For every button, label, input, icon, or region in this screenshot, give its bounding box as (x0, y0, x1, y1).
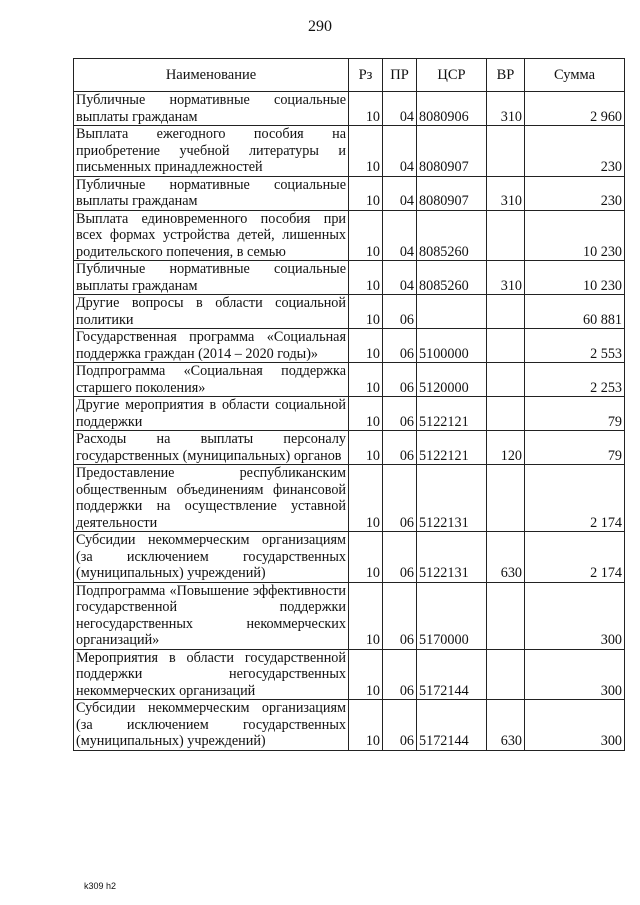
row-vr-cell (487, 363, 525, 397)
table-row (74, 126, 625, 177)
row-csr-cell: 5122131 (417, 532, 487, 583)
row-sum-cell: 300 (525, 649, 625, 700)
row-csr-cell: 8080907 (417, 126, 487, 177)
row-sum-cell: 2 553 (525, 329, 625, 363)
header-pr: ПР (383, 59, 417, 92)
row-sum-cell: 2 253 (525, 363, 625, 397)
row-rz-cell: 10 (349, 329, 383, 363)
table-header-row (74, 59, 625, 92)
row-name-cell: Выплата ежегодного пособия на приобретение учебной литературы и письменных принадлежностей (74, 126, 349, 177)
row-rz-cell: 10 (349, 649, 383, 700)
row-rz-cell: 10 (349, 582, 383, 649)
row-vr-cell: 120 (487, 431, 525, 465)
row-vr-cell: 310 (487, 92, 525, 126)
row-name-cell: Субсидии некоммерческим организациям (за исключением государственных (муниципальных) учреждений) (74, 532, 349, 583)
row-name-cell: Подпрограмма «Повышение эффективности государственной поддержки негосударственных некоммерческих организаций» (74, 582, 349, 649)
row-sum-cell: 2 960 (525, 92, 625, 126)
row-csr-cell: 5122121 (417, 397, 487, 431)
row-name-cell: Публичные нормативные социальные выплаты гражданам (74, 176, 349, 210)
budget-table (73, 58, 625, 751)
row-pr-cell: 04 (383, 261, 417, 295)
row-pr-cell: 06 (383, 649, 417, 700)
row-rz-cell: 10 (349, 363, 383, 397)
row-vr-cell (487, 397, 525, 431)
table-row (74, 397, 625, 431)
row-pr-cell: 04 (383, 210, 417, 261)
page-number: 290 (308, 18, 332, 35)
table-row (74, 465, 625, 532)
row-vr-cell (487, 649, 525, 700)
row-pr-cell: 06 (383, 295, 417, 329)
row-pr-cell: 06 (383, 397, 417, 431)
row-sum-cell: 230 (525, 176, 625, 210)
row-pr-cell: 06 (383, 465, 417, 532)
row-csr-cell: 8080907 (417, 176, 487, 210)
row-vr-cell: 630 (487, 700, 525, 751)
row-sum-cell: 79 (525, 431, 625, 465)
row-vr-cell: 310 (487, 261, 525, 295)
row-pr-cell: 04 (383, 126, 417, 177)
row-vr-cell (487, 295, 525, 329)
row-name-cell: Подпрограмма «Социальная поддержка старшего поколения» (74, 363, 349, 397)
table-row (74, 582, 625, 649)
row-name-cell: Предоставление республиканским общественным объединениям финансовой поддержки на осуществление уставной деятельности (74, 465, 349, 532)
table-row (74, 176, 625, 210)
row-name-cell: Государственная программа «Социальная поддержка граждан (2014 – 2020 годы)» (74, 329, 349, 363)
row-vr-cell: 310 (487, 176, 525, 210)
row-sum-cell: 300 (525, 582, 625, 649)
row-pr-cell: 04 (383, 92, 417, 126)
row-sum-cell: 10 230 (525, 210, 625, 261)
table-row (74, 329, 625, 363)
row-vr-cell (487, 210, 525, 261)
row-name-cell: Выплата единовременного пособия при всех формах устройства детей, лишенных родительского попечения, в семью (74, 210, 349, 261)
row-name-cell: Расходы на выплаты персоналу государственных (муниципальных) органов (74, 431, 349, 465)
table-row (74, 210, 625, 261)
row-csr-cell: 5122131 (417, 465, 487, 532)
row-rz-cell: 10 (349, 431, 383, 465)
row-vr-cell: 630 (487, 532, 525, 583)
row-pr-cell: 06 (383, 700, 417, 751)
table-row (74, 261, 625, 295)
row-name-cell: Субсидии некоммерческим организациям (за исключением государственных (муниципальных) учреждений) (74, 700, 349, 751)
row-pr-cell: 04 (383, 176, 417, 210)
row-name-cell: Другие вопросы в области социальной политики (74, 295, 349, 329)
row-rz-cell: 10 (349, 465, 383, 532)
row-sum-cell: 2 174 (525, 532, 625, 583)
row-pr-cell: 06 (383, 532, 417, 583)
row-pr-cell: 06 (383, 431, 417, 465)
row-pr-cell: 06 (383, 329, 417, 363)
row-name-cell: Мероприятия в области государственной поддержки негосударственных некоммерческих организаций (74, 649, 349, 700)
footer-code: k309 h2 (84, 881, 117, 891)
row-csr-cell: 5100000 (417, 329, 487, 363)
table-row (74, 649, 625, 700)
row-vr-cell (487, 329, 525, 363)
row-csr-cell: 8080906 (417, 92, 487, 126)
row-pr-cell: 06 (383, 363, 417, 397)
row-name-cell: Другие мероприятия в области социальной поддержки (74, 397, 349, 431)
row-csr-cell: 5170000 (417, 582, 487, 649)
row-name-cell: Публичные нормативные социальные выплаты гражданам (74, 92, 349, 126)
row-csr-cell: 5172144 (417, 700, 487, 751)
table-row (74, 431, 625, 465)
header-rz: Рз (349, 59, 383, 92)
row-sum-cell: 230 (525, 126, 625, 177)
row-sum-cell: 60 881 (525, 295, 625, 329)
row-csr-cell: 5172144 (417, 649, 487, 700)
row-rz-cell: 10 (349, 126, 383, 177)
row-rz-cell: 10 (349, 261, 383, 295)
row-csr-cell: 8085260 (417, 210, 487, 261)
row-rz-cell: 10 (349, 176, 383, 210)
row-vr-cell (487, 465, 525, 532)
row-name-cell: Публичные нормативные социальные выплаты гражданам (74, 261, 349, 295)
row-csr-cell: 8085260 (417, 261, 487, 295)
header-csr: ЦСР (417, 59, 487, 92)
row-csr-cell: 5120000 (417, 363, 487, 397)
row-csr-cell: 5122121 (417, 431, 487, 465)
header-name: Наименование (74, 59, 349, 92)
row-sum-cell: 10 230 (525, 261, 625, 295)
row-rz-cell: 10 (349, 92, 383, 126)
row-rz-cell: 10 (349, 532, 383, 583)
row-sum-cell: 79 (525, 397, 625, 431)
table-body (74, 92, 625, 751)
row-pr-cell: 06 (383, 582, 417, 649)
row-sum-cell: 2 174 (525, 465, 625, 532)
table-row (74, 295, 625, 329)
row-rz-cell: 10 (349, 700, 383, 751)
header-sum: Сумма (525, 59, 625, 92)
table-row (74, 363, 625, 397)
row-rz-cell: 10 (349, 397, 383, 431)
row-rz-cell: 10 (349, 210, 383, 261)
header-vr: ВР (487, 59, 525, 92)
table-row (74, 92, 625, 126)
row-vr-cell (487, 126, 525, 177)
row-sum-cell: 300 (525, 700, 625, 751)
row-rz-cell: 10 (349, 295, 383, 329)
row-vr-cell (487, 582, 525, 649)
table-row (74, 532, 625, 583)
table-row (74, 700, 625, 751)
row-csr-cell (417, 295, 487, 329)
